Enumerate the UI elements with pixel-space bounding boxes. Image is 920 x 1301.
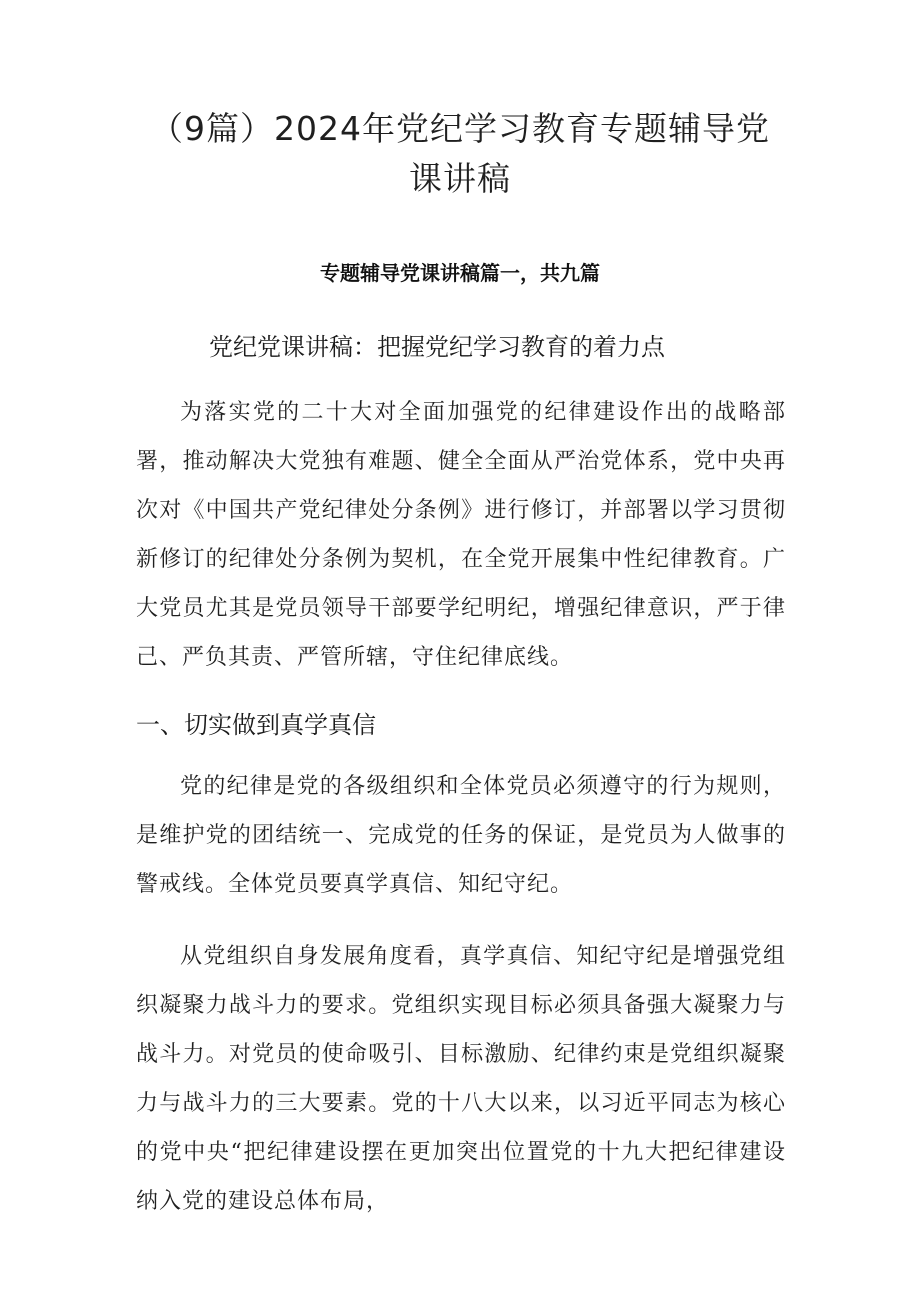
paragraph-discipline-definition: 党的纪律是党的各级组织和全体党员必须遵守的行为规则，是维护党的团结统一、完成党的任务的保证，是党员为人做事的警戒线。全体党员要真学真信、知纪守纪。 <box>136 774 786 897</box>
heading-section-one: 一、切实做到真学真信 <box>136 711 376 739</box>
paragraph-intro: 为落实党的二十大对全面加强党的纪律建设作出的战略部署，推动解决大党独有难题、健全全面从严治党体系，党中央再次对《中国共产党纪律处分条例》进行修订，并部署以学习贯彻新修订的纪律处分条例为契机，在全党开展集中性纪律教育。广大党员尤其是党员领导干部要学纪明纪，增强纪律意识，严于律己、严负其责、严管所辖，守住纪律底线。 <box>136 400 786 670</box>
document-title-line-1: （9篇）2024年党纪学习教育专题辅导党 <box>150 109 770 148</box>
section-title: 专题辅导党课讲稿篇一，共九篇 <box>320 261 600 285</box>
document-title-line-2: 课讲稿 <box>409 159 511 198</box>
speech-subtitle: 党纪党课讲稿：把握党纪学习教育的着力点 <box>209 333 665 361</box>
paragraph-organization-cohesion: 从党组织自身发展角度看，真学真信、知纪守纪是增强党组织凝聚力战斗力的要求。党组织实现目标必须具备强大凝聚力与战斗力。对党员的使命吸引、目标激励、纪律约束是党组织凝聚力与战斗力的三大要素。党的十八大以来，以习近平同志为核心的党中央“把纪律建设摆在更加突出位置党的十九大把纪律建设纳入党的建设总体布局， <box>136 944 786 1214</box>
